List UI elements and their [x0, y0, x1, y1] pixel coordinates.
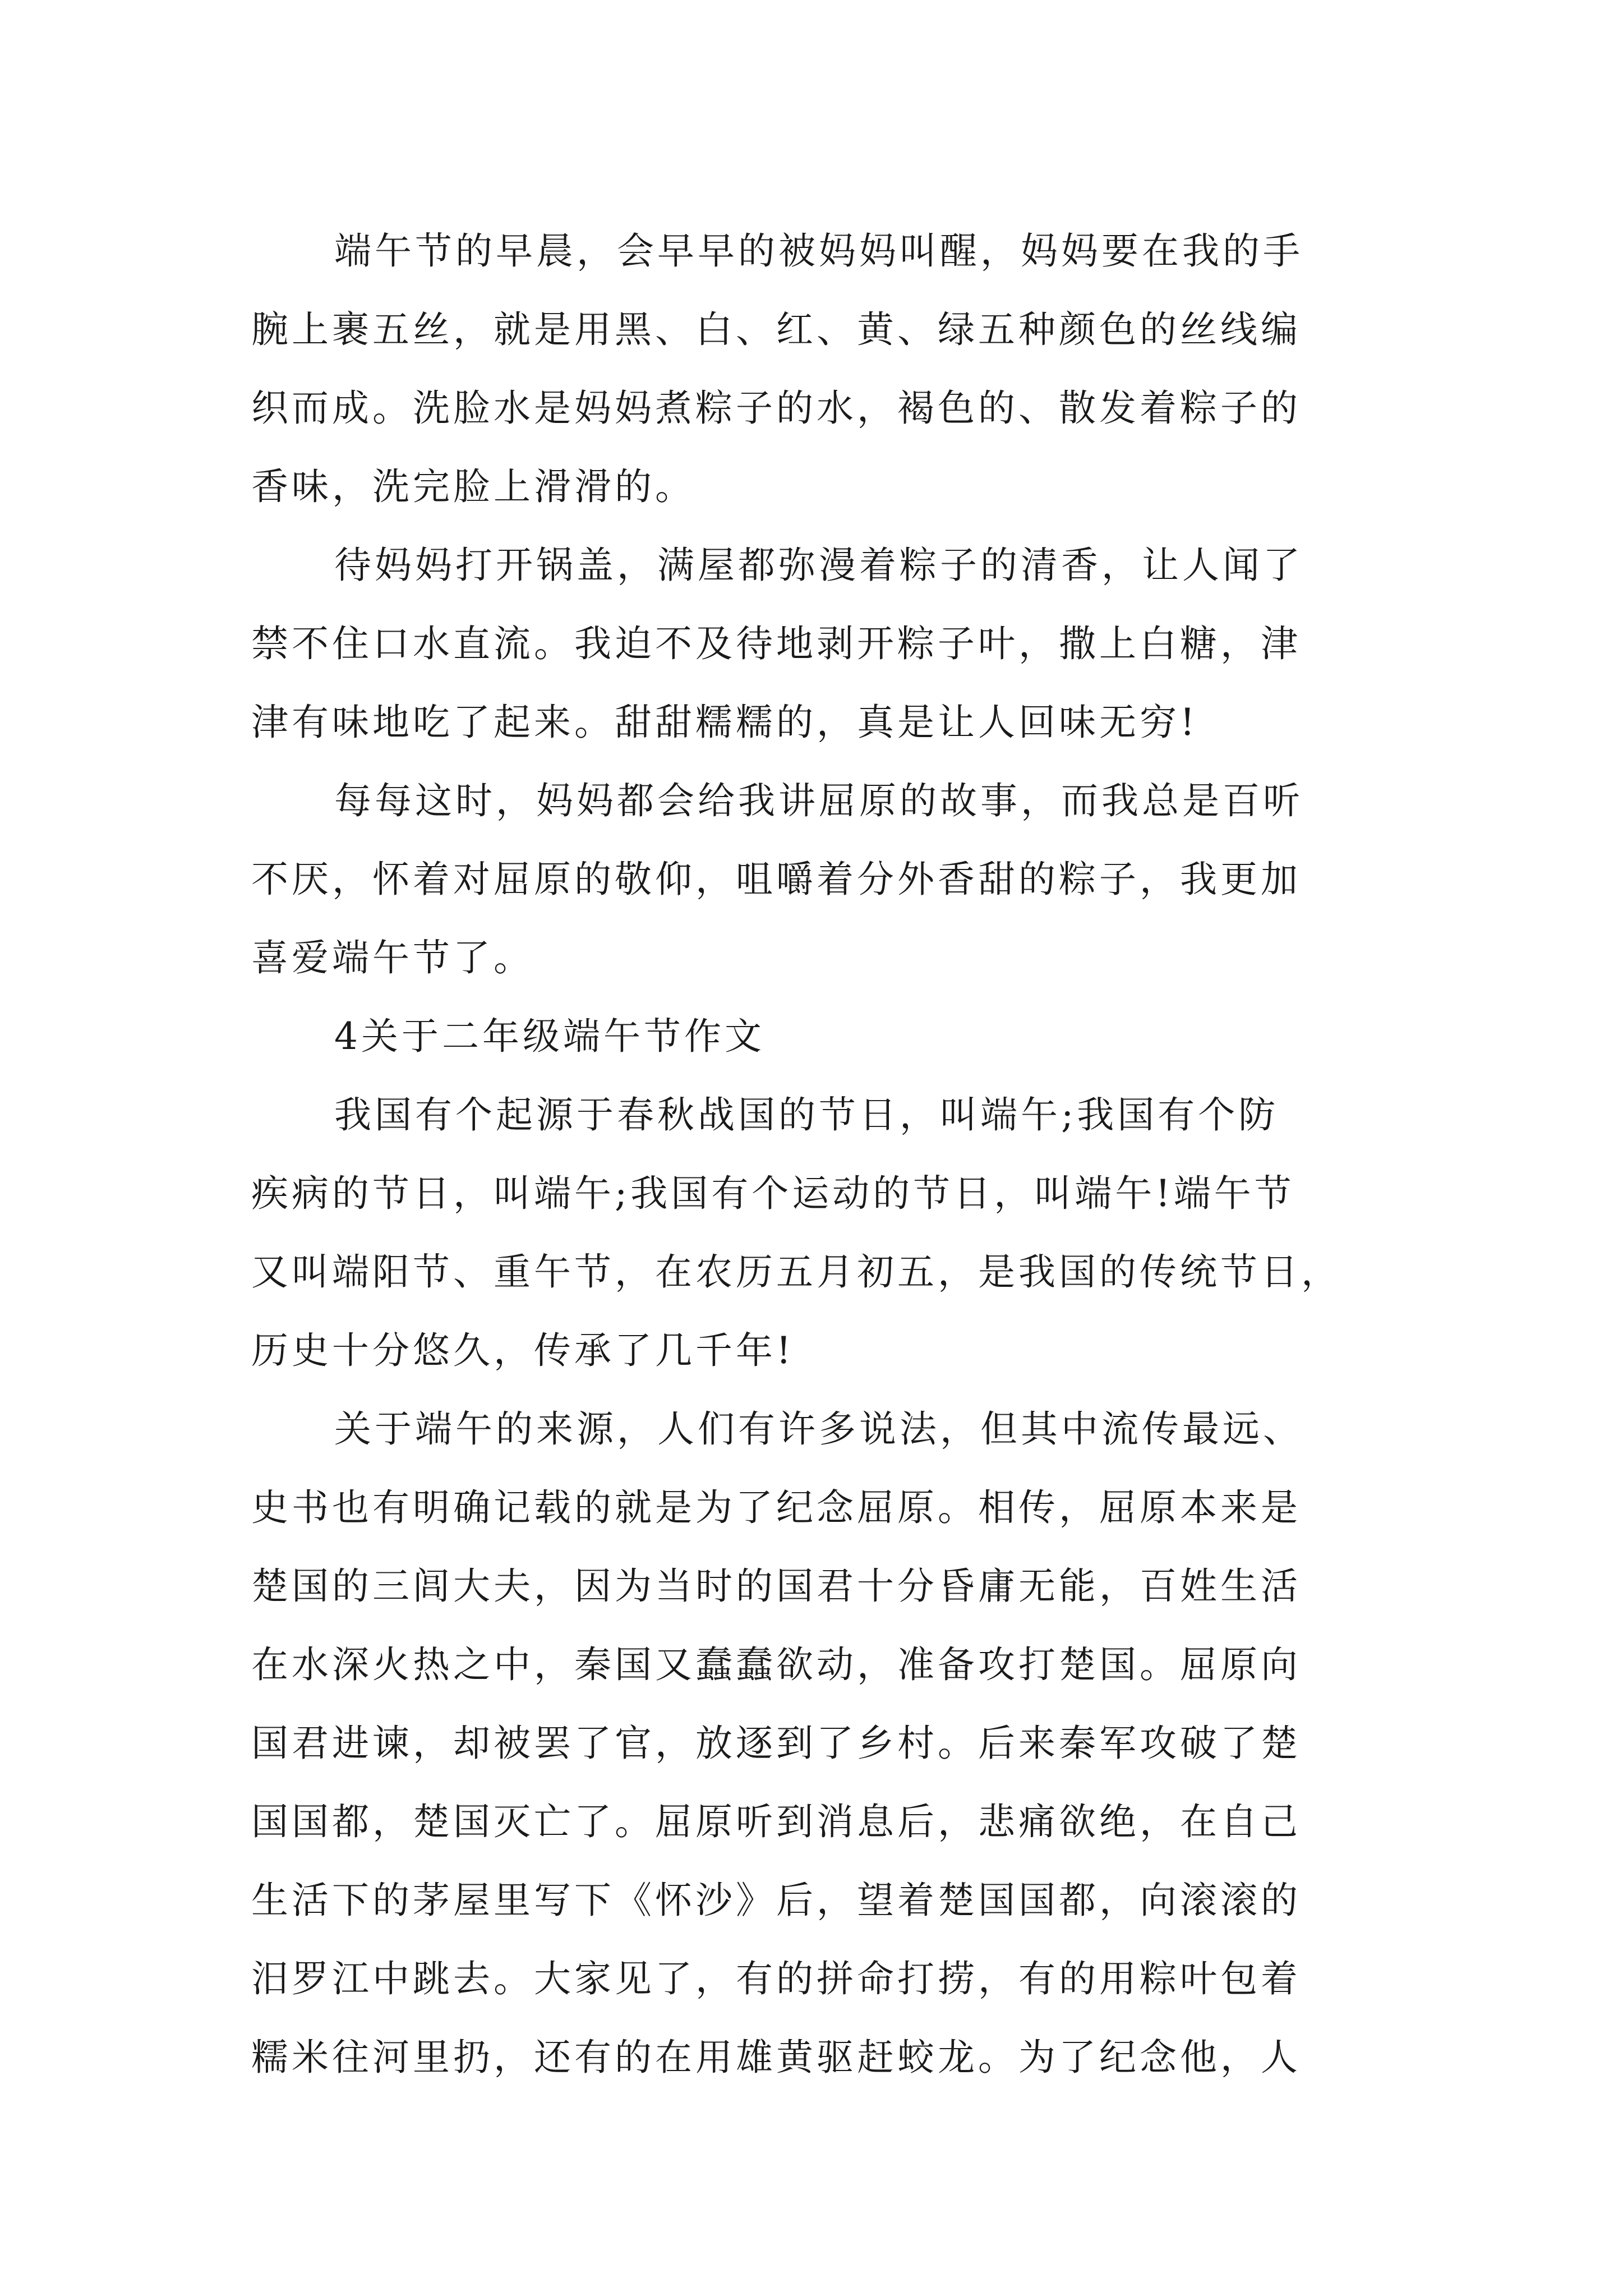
text-line: 又叫端阳节、重午节，在农历五月初五，是我国的传统节日， [251, 1250, 1341, 1294]
text-line: 关于端午的来源，人们有许多说法，但其中流传最远、 [334, 1407, 1303, 1451]
text-line: 疾病的节日，叫端午;我国有个运动的节日，叫端午!端午节 [251, 1172, 1295, 1215]
document-body [251, 212, 1395, 2097]
text-line: 腕上裹五丝，就是用黑、白、红、黄、绿五种颜色的丝线编 [251, 308, 1301, 351]
text-line: 我国有个起源于春秋战国的节日，叫端午;我国有个防 [334, 1093, 1279, 1137]
text-line: 禁不住口水直流。我迫不及待地剥开粽子叶，撒上白糖，津 [251, 622, 1301, 665]
text-line: 生活下的茅屋里写下《怀沙》后，望着楚国国都，向滚滚的 [251, 1879, 1301, 1922]
section-heading: 4关于二年级端午节作文 [334, 1015, 765, 1058]
text-line: 汨罗江中跳去。大家见了，有的拼命打捞，有的用粽叶包着 [251, 1957, 1301, 2000]
text-line: 香味，洗完脸上滑滑的。 [251, 465, 695, 508]
text-line: 楚国的三闾大夫，因为当时的国君十分昏庸无能，百姓生活 [251, 1565, 1301, 1608]
text-line: 津有味地吃了起来。甜甜糯糯的，真是让人回味无穷! [251, 701, 1198, 744]
text-line: 在水深火热之中，秦国又蠢蠢欲动，准备攻打楚国。屈原向 [251, 1643, 1301, 1686]
text-line: 织而成。洗脸水是妈妈煮粽子的水，褐色的、散发着粽子的 [251, 386, 1301, 430]
text-line: 待妈妈打开锅盖，满屋都弥漫着粽子的清香，让人闻了 [334, 544, 1303, 587]
text-line: 国国都，楚国灭亡了。屈原听到消息后，悲痛欲绝，在自己 [251, 1800, 1301, 1843]
text-line: 不厌，怀着对屈原的敬仰，咀嚼着分外香甜的粽子，我更加 [251, 858, 1301, 901]
text-line: 每每这时，妈妈都会给我讲屈原的故事，而我总是百听 [334, 779, 1303, 822]
text-line: 端午节的早晨，会早早的被妈妈叫醒，妈妈要在我的手 [334, 229, 1303, 273]
text-line: 喜爱端午节了。 [251, 936, 534, 979]
text-line: 史书也有明确记载的就是为了纪念屈原。相传，屈原本来是 [251, 1486, 1301, 1529]
text-line: 历史十分悠久，传承了几千年! [251, 1329, 795, 1372]
text-line: 糯米往河里扔，还有的在用雄黄驱赶蛟龙。为了纪念他，人 [251, 2036, 1301, 2079]
text-line: 国君进谏，却被罢了官，放逐到了乡村。后来秦军攻破了楚 [251, 1722, 1301, 1765]
